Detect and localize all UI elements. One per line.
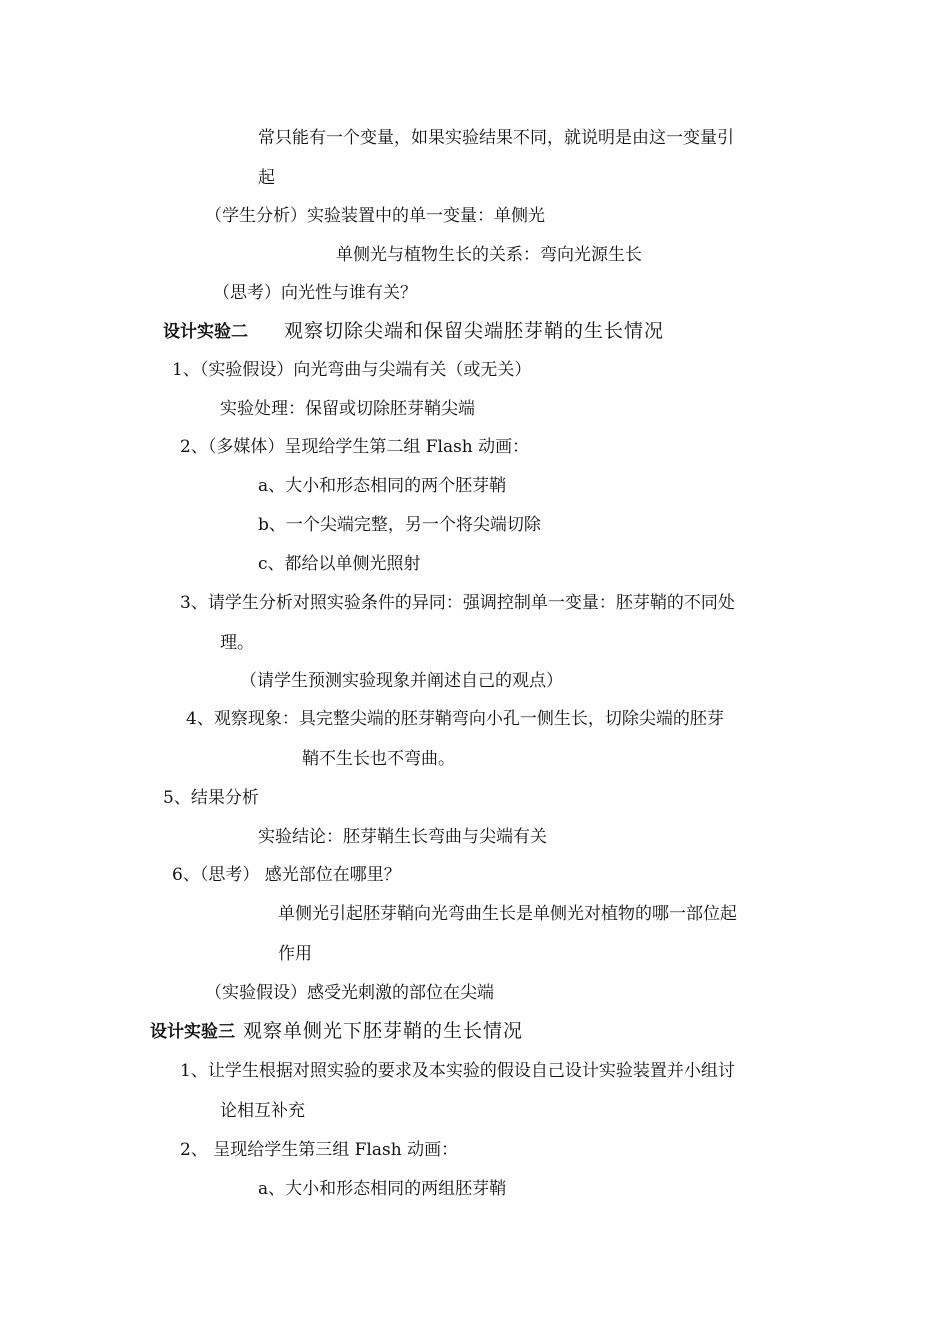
heading-title: 观察切除尖端和保留尖端胚芽鞘的生长情况 [284, 320, 665, 342]
text-line: 2、（多媒体）呈现给学生第二组 Flash 动画： [180, 437, 530, 457]
text-line: 1、让学生根据对照实验的要求及本实验的假设自己设计实验装置并小组讨 [180, 1061, 735, 1081]
heading-label: 设计实验三 [150, 1022, 235, 1042]
text-line: 单侧光引起胚芽鞘向光弯曲生长是单侧光对植物的哪一部位起 [278, 904, 737, 924]
list-item: c、都给以单侧光照射 [258, 554, 421, 574]
text-line: 理。 [220, 633, 254, 653]
list-item: a、大小和形态相同的两组胚芽鞘 [258, 1179, 507, 1199]
text-line: （实验假设）感受光刺激的部位在尖端 [205, 983, 494, 1003]
text-line: 5、结果分析 [163, 788, 259, 808]
text-line: （思考）向光性与谁有关？ [213, 283, 417, 303]
text-line: 常只能有一个变量，如果实验结果不同，就说明是由这一变量引 [258, 128, 734, 148]
text-line: 鞘不生长也不弯曲。 [302, 749, 455, 769]
text-line: 作用 [278, 944, 312, 964]
section-heading-experiment-3 [150, 1019, 523, 1044]
text-line: 实验处理：保留或切除胚芽鞘尖端 [220, 399, 475, 419]
list-item: a、大小和形态相同的两个胚芽鞘 [258, 476, 507, 496]
text-line: 6、（思考） 感光部位在哪里？ [172, 865, 401, 885]
text-line: 单侧光与植物生长的关系：弯向光源生长 [336, 245, 642, 265]
section-heading-experiment-2 [163, 319, 664, 344]
list-item: b、一个尖端完整，另一个将尖端切除 [258, 515, 541, 535]
text-line: 论相互补充 [220, 1101, 305, 1121]
text-line: 3、请学生分析对照实验条件的异同：强调控制单一变量：胚芽鞘的不同处 [180, 593, 735, 613]
text-line: 实验结论：胚芽鞘生长弯曲与尖端有关 [258, 827, 547, 847]
heading-title: 观察单侧光下胚芽鞘的生长情况 [243, 1020, 524, 1042]
text-line: 起 [258, 168, 275, 188]
text-line: 2、 呈现给学生第三组 Flash 动画： [180, 1140, 459, 1160]
text-line: （请学生预测实验现象并阐述自己的观点） [240, 671, 563, 691]
text-line: 4、观察现象：具完整尖端的胚芽鞘弯向小孔一侧生长，切除尖端的胚芽 [186, 709, 724, 729]
heading-label: 设计实验二 [163, 322, 248, 342]
text-line: 1、（实验假设）向光弯曲与尖端有关（或无关） [172, 360, 532, 380]
text-line: （学生分析）实验装置中的单一变量：单侧光 [205, 206, 545, 226]
